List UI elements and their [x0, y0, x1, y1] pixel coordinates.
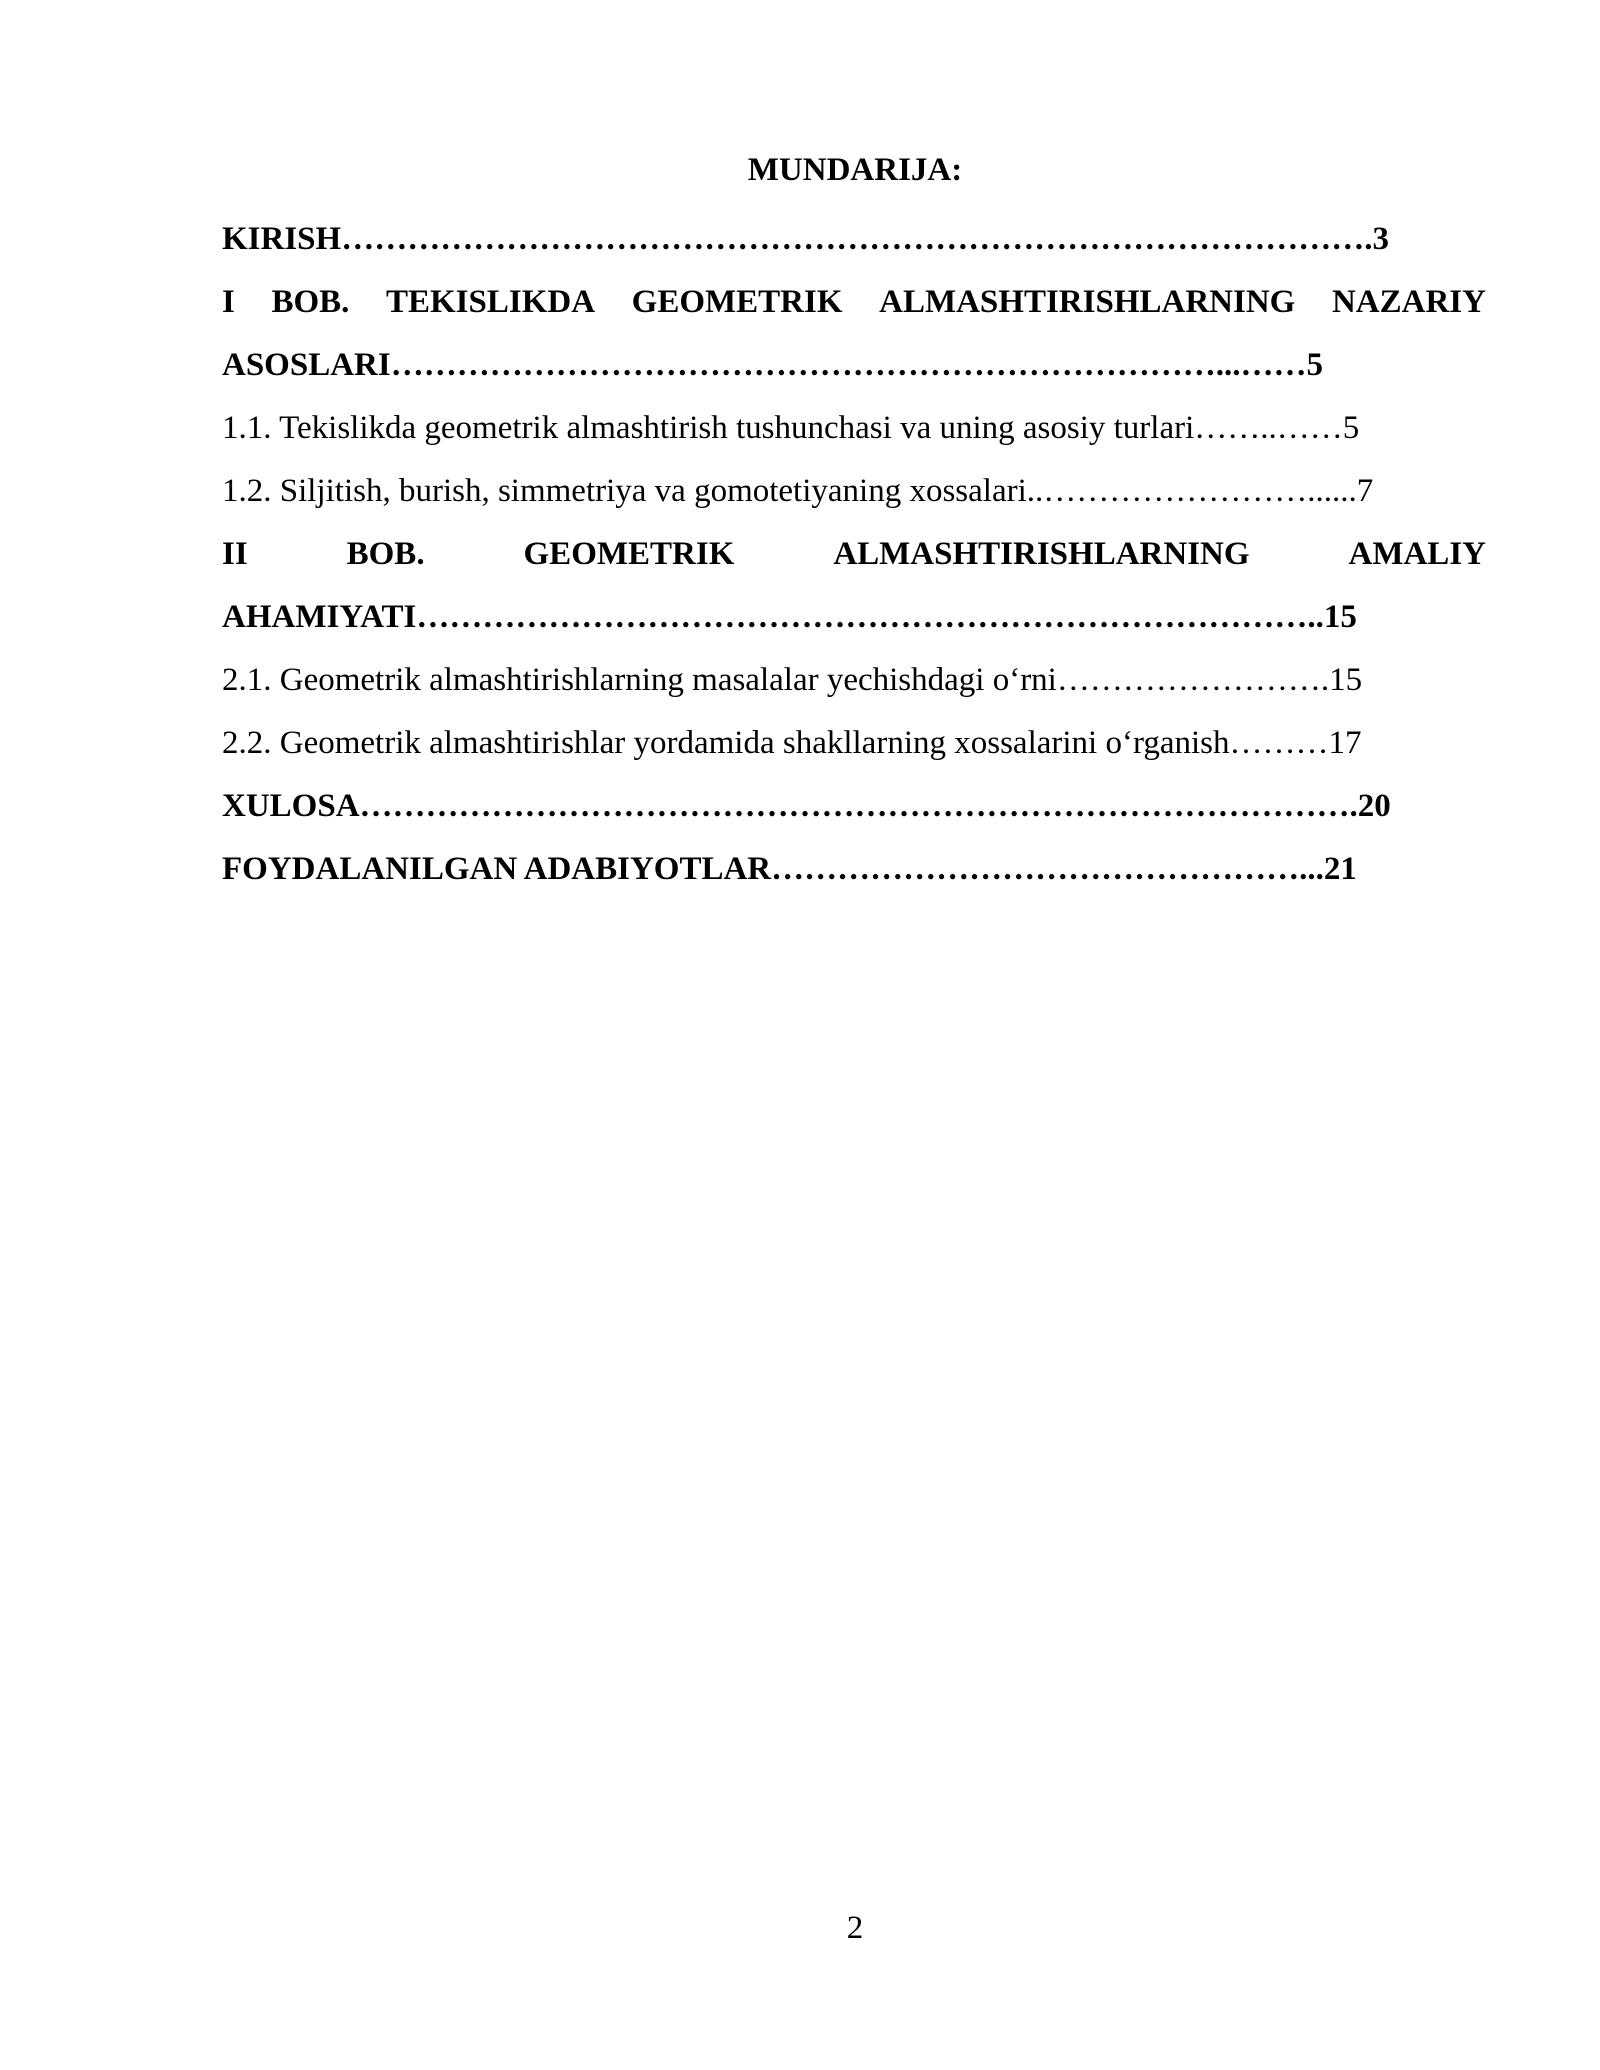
toc-entry-chapter-1-line-2: ASOSLARI…………………………………………………………………...……5 — [222, 347, 1323, 383]
toc-word: I — [222, 284, 235, 320]
toc-word: ALMASHTIRISHLARNING — [833, 536, 1250, 572]
toc-word: BOB. — [346, 536, 425, 572]
toc-word: TEKISLIKDA — [385, 284, 596, 320]
toc-entry-section-1-1: 1.1. Tekislikda geometrik almashtirish tushunchasi va uning asosiy turlari……..……5 — [222, 410, 1360, 446]
toc-entry-chapter-1-line-1 — [222, 271, 1486, 334]
toc-entry-section-1-2: 1.2. Siljitish, burish, simmetriya va gomotetiyaning xossalari..……………………......7 — [222, 473, 1374, 509]
toc-entry-chapter-2-line-2: AHAMIYATI………………………………………………………………………..15 — [222, 599, 1357, 635]
toc-word: GEOMETRIK — [523, 536, 735, 572]
toc-word: ALMASHTIRISHLARNING — [879, 284, 1296, 320]
toc-word: II — [222, 536, 248, 572]
toc-word: NAZARIY — [1331, 284, 1486, 320]
toc-entry-adabiyotlar: FOYDALANILGAN ADABIYOTLAR…………………………………………...21 — [222, 851, 1357, 887]
toc-entry-xulosa: XULOSA……………………………………………………………………………….20 — [222, 788, 1391, 824]
toc-heading: MUNDARIJA: — [747, 152, 963, 188]
toc-word: BOB. — [271, 284, 350, 320]
toc-entry-section-2-2: 2.2. Geometrik almashtirishlar yordamida shakllarning xossalarini o‘rganish………17 — [222, 725, 1362, 761]
toc-entry-kirish: KIRISH………………………………………………………………………………….3 — [222, 221, 1389, 257]
toc-entry-section-2-1: 2.1. Geometrik almashtirishlarning masalalar yechishdagi o‘rni…………………….15 — [222, 662, 1363, 698]
toc-word: AMALIY — [1348, 536, 1486, 572]
toc-word: GEOMETRIK — [631, 284, 843, 320]
toc-entry-chapter-2-line-1 — [222, 523, 1486, 586]
page-number: 2 — [846, 1910, 864, 1946]
table-of-contents — [222, 208, 1486, 901]
